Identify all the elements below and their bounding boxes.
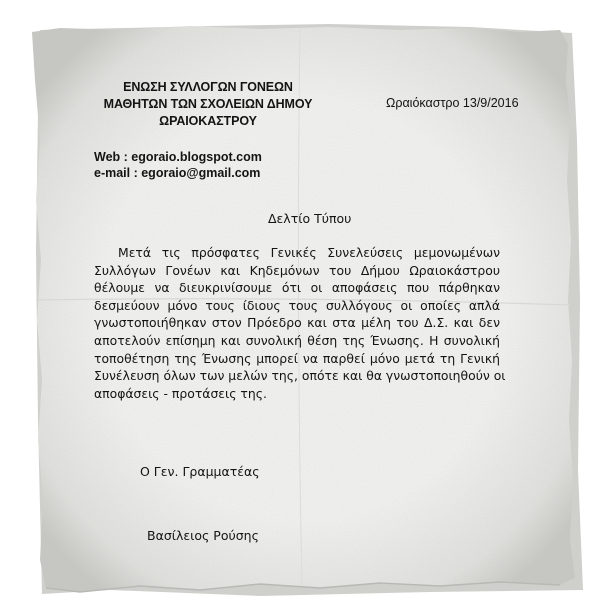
body-line: Μετά τις πρόσφατες Γενικές Συνελεύσεις μεμονωμένων <box>118 245 500 260</box>
website-text: Web : egoraio.blogspot.com <box>94 150 262 164</box>
organization-name <box>92 79 324 130</box>
body-paragraph <box>94 244 506 402</box>
body-line: Συνέλευση όλων των μελών της, οπότε και θα γνωστοποιηθούν οι <box>94 368 506 384</box>
body-line: γνωστοποιήθηκαν στον Πρόεδρο και στα μέλη του Δ.Σ. και δεν <box>94 315 500 331</box>
signatory-name: Βασίλειος Ρούσης <box>147 528 259 543</box>
body-line: δεσμεύουν μόνο τους ίδιους τους συλλόγους οι οποίες απλά <box>94 297 500 313</box>
organization-line: ΩΡΑΙΟΚΑΣΤΡΟΥ <box>159 114 257 128</box>
email-text: e-mail : egoraio@gmail.com <box>94 166 261 180</box>
place-date: Ωραιόκαστρο 13/9/2016 <box>386 96 519 110</box>
body-line: θέλουμε να διευκρινίσουμε ότι οι αποφάσεις που πάρθηκαν <box>94 280 500 296</box>
body-line: αποτελούν επίσημη και συνολική θέση της Ένωσης. Η συνολική <box>94 332 500 348</box>
organization-line: ΜΑΘΗΤΩΝ ΤΩΝ ΣΧΟΛΕΙΩΝ ΔΗΜΟΥ <box>103 97 313 111</box>
body-line: τοποθέτηση της Ένωσης μπορεί να παρθεί μόνο μετά τη Γενική <box>94 350 500 366</box>
contact-info <box>94 149 262 181</box>
document-title: Δελτίο Τύπου <box>268 211 352 226</box>
body-line: Συλλόγων Γονέων και Κηδεμόνων του Δήμου Ωραιοκάστρου <box>94 262 500 278</box>
organization-line: ΕΝΩΣΗ ΣΥΛΛΟΓΩΝ ΓΟΝΕΩΝ <box>123 80 293 94</box>
signatory-role: Ο Γεν. Γραμματέας <box>140 464 260 479</box>
body-line: αποφάσεις - προτάσεις της. <box>94 385 267 401</box>
